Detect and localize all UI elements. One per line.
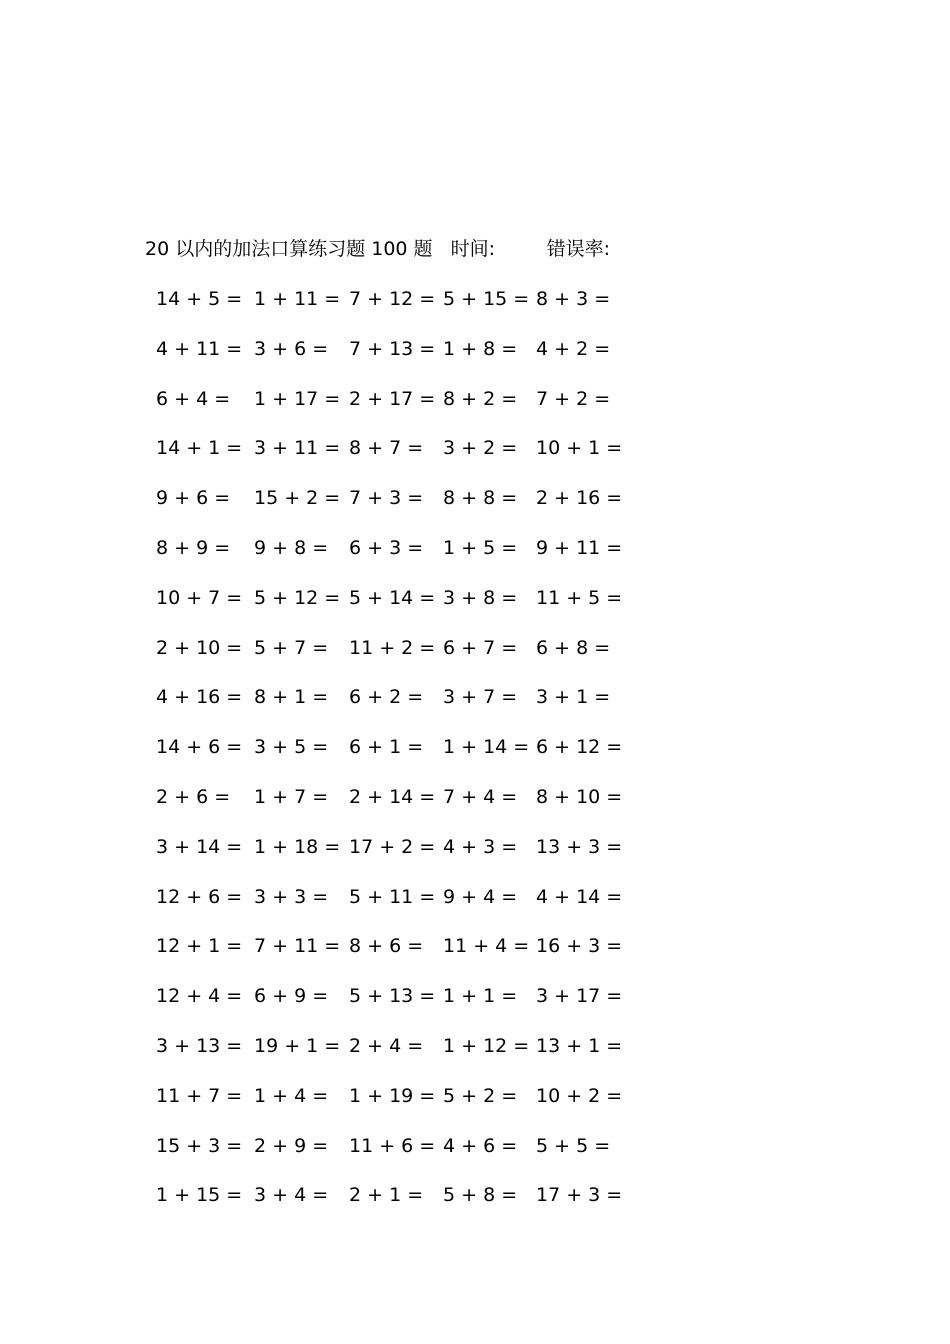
problem-item: 6 + 2 = — [349, 686, 424, 709]
problem-item: 4 + 6 = — [443, 1134, 518, 1157]
problem-row — [140, 1133, 640, 1183]
problem-item: 8 + 7 = — [349, 437, 424, 460]
problem-item: 6 + 7 = — [443, 636, 518, 659]
problem-row — [140, 1182, 640, 1232]
problem-item: 5 + 8 = — [443, 1184, 518, 1207]
problem-item: 3 + 17 = — [536, 985, 623, 1008]
problem-row — [140, 734, 640, 784]
problem-row — [140, 1033, 640, 1083]
problem-item: 3 + 7 = — [443, 686, 518, 709]
problem-item: 1 + 5 = — [443, 536, 518, 559]
problem-item: 9 + 4 = — [443, 885, 518, 908]
problem-item: 4 + 16 = — [156, 686, 243, 709]
problem-item: 5 + 13 = — [349, 985, 436, 1008]
problem-item: 7 + 2 = — [536, 387, 611, 410]
problem-item: 3 + 4 = — [254, 1184, 329, 1207]
problem-row — [140, 884, 640, 934]
problem-row — [140, 684, 640, 734]
problem-row — [140, 983, 640, 1033]
problem-item: 7 + 12 = — [349, 288, 436, 310]
problem-item: 2 + 16 = — [536, 487, 623, 510]
problem-item: 8 + 3 = — [536, 288, 611, 310]
problem-item: 12 + 4 = — [156, 985, 243, 1008]
problem-item: 19 + 1 = — [254, 1034, 341, 1057]
problem-item: 11 + 2 = — [349, 636, 436, 659]
problem-item: 10 + 2 = — [536, 1084, 623, 1107]
problem-item: 1 + 14 = — [443, 736, 530, 759]
problem-item: 1 + 8 = — [443, 337, 518, 360]
problem-item: 11 + 6 = — [349, 1134, 436, 1157]
problem-row — [140, 1083, 640, 1133]
problem-item: 2 + 9 = — [254, 1134, 329, 1157]
problem-item: 5 + 11 = — [349, 885, 436, 908]
problem-item: 7 + 4 = — [443, 785, 518, 808]
problem-row — [140, 535, 640, 585]
problem-item: 8 + 6 = — [349, 935, 424, 958]
problem-row — [140, 435, 640, 485]
problem-item: 4 + 2 = — [536, 337, 611, 360]
problem-item: 9 + 8 = — [254, 536, 329, 559]
problem-item: 4 + 14 = — [536, 885, 623, 908]
problem-item: 8 + 10 = — [536, 785, 623, 808]
problem-item: 11 + 4 = — [443, 935, 530, 958]
problem-item: 3 + 11 = — [254, 437, 341, 460]
problem-item: 7 + 3 = — [349, 487, 424, 510]
problem-row — [140, 286, 640, 336]
problem-item: 1 + 11 = — [254, 288, 341, 310]
problem-item: 6 + 9 = — [254, 985, 329, 1008]
problem-item: 17 + 3 = — [536, 1184, 623, 1207]
problem-item: 7 + 13 = — [349, 337, 436, 360]
problem-row — [140, 933, 640, 983]
problem-item: 3 + 1 = — [536, 686, 611, 709]
problem-item: 6 + 8 = — [536, 636, 611, 659]
problem-item: 11 + 5 = — [536, 586, 623, 609]
problem-item: 2 + 1 = — [349, 1184, 424, 1207]
problem-item: 9 + 11 = — [536, 536, 623, 559]
problem-grid — [140, 286, 640, 1232]
problem-row — [140, 336, 640, 386]
problem-item: 3 + 13 = — [156, 1034, 243, 1057]
problem-item: 6 + 12 = — [536, 736, 623, 759]
problem-item: 10 + 1 = — [536, 437, 623, 460]
problem-item: 2 + 6 = — [156, 785, 231, 808]
problem-item: 8 + 8 = — [443, 487, 518, 510]
problem-item: 5 + 15 = — [443, 288, 530, 310]
problem-item: 1 + 17 = — [254, 387, 341, 410]
problem-row — [140, 386, 640, 436]
problem-item: 12 + 6 = — [156, 885, 243, 908]
problem-item: 5 + 12 = — [254, 586, 341, 609]
problem-item: 2 + 14 = — [349, 785, 436, 808]
problem-row — [140, 485, 640, 535]
problem-item: 1 + 1 = — [443, 985, 518, 1008]
problem-row — [140, 585, 640, 635]
problem-item: 13 + 1 = — [536, 1034, 623, 1057]
problem-item: 6 + 3 = — [349, 536, 424, 559]
problem-item: 2 + 4 = — [349, 1034, 424, 1057]
problem-item: 8 + 9 = — [156, 536, 231, 559]
problem-item: 1 + 18 = — [254, 835, 341, 858]
problem-item: 5 + 7 = — [254, 636, 329, 659]
problem-item: 1 + 15 = — [156, 1184, 243, 1207]
error-rate-label: 错误率: — [546, 238, 611, 260]
problem-item: 13 + 3 = — [536, 835, 623, 858]
problem-item: 1 + 19 = — [349, 1084, 436, 1107]
problem-item: 3 + 5 = — [254, 736, 329, 759]
worksheet-header — [145, 236, 610, 262]
problem-item: 3 + 8 = — [443, 586, 518, 609]
problem-row — [140, 635, 640, 685]
problem-item: 3 + 3 = — [254, 885, 329, 908]
problem-item: 8 + 1 = — [254, 686, 329, 709]
problem-item: 1 + 12 = — [443, 1034, 530, 1057]
worksheet-title: 20 以内的加法口算练习题 100 题 — [145, 238, 433, 260]
problem-item: 3 + 14 = — [156, 835, 243, 858]
problem-item: 7 + 11 = — [254, 935, 341, 958]
problem-item: 16 + 3 = — [536, 935, 623, 958]
problem-item: 1 + 7 = — [254, 785, 329, 808]
problem-item: 14 + 6 = — [156, 736, 243, 759]
problem-item: 8 + 2 = — [443, 387, 518, 410]
problem-item: 1 + 4 = — [254, 1084, 329, 1107]
problem-item: 4 + 3 = — [443, 835, 518, 858]
problem-item: 5 + 5 = — [536, 1134, 611, 1157]
problem-item: 17 + 2 = — [349, 835, 436, 858]
problem-item: 2 + 10 = — [156, 636, 243, 659]
problem-item: 10 + 7 = — [156, 586, 243, 609]
problem-row — [140, 784, 640, 834]
problem-item: 5 + 14 = — [349, 586, 436, 609]
problem-item: 3 + 6 = — [254, 337, 329, 360]
problem-item: 15 + 3 = — [156, 1134, 243, 1157]
problem-item: 12 + 1 = — [156, 935, 243, 958]
problem-item: 14 + 1 = — [156, 437, 243, 460]
problem-item: 11 + 7 = — [156, 1084, 243, 1107]
problem-item: 9 + 6 = — [156, 487, 231, 510]
problem-item: 4 + 11 = — [156, 337, 243, 360]
problem-item: 14 + 5 = — [156, 288, 243, 310]
problem-item: 3 + 2 = — [443, 437, 518, 460]
time-label: 时间: — [450, 238, 496, 260]
problem-item: 15 + 2 = — [254, 487, 341, 510]
problem-row — [140, 834, 640, 884]
problem-item: 6 + 4 = — [156, 387, 231, 410]
problem-item: 5 + 2 = — [443, 1084, 518, 1107]
problem-item: 2 + 17 = — [349, 387, 436, 410]
problem-item: 6 + 1 = — [349, 736, 424, 759]
